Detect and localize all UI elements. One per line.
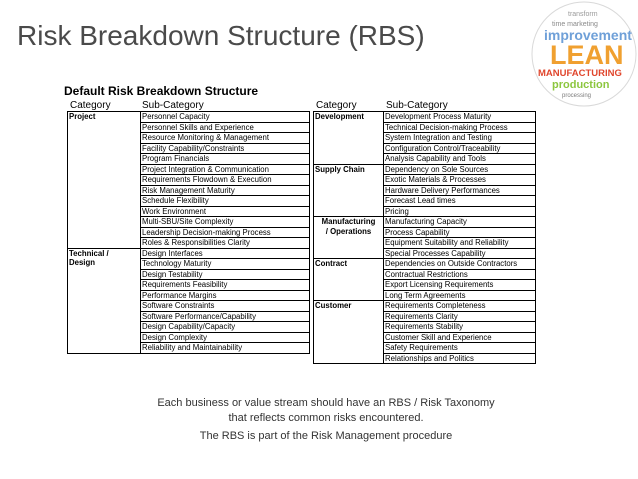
subcategory-cell: Safety Requirements xyxy=(384,343,536,354)
category-label: Manufacturing xyxy=(321,217,376,226)
subcategory-cell: Export Licensing Requirements xyxy=(384,280,536,291)
subcategory-cell: Risk Management Maturity xyxy=(141,185,310,196)
svg-text:production: production xyxy=(552,79,610,91)
subcategory-cell: Configuration Control/Traceability xyxy=(384,143,536,154)
note-procedure: The RBS is part of the Risk Management procedure xyxy=(199,430,453,442)
svg-text:MANUFACTURING: MANUFACTURING xyxy=(538,68,622,79)
svg-text:transform: transform xyxy=(568,11,598,18)
subcategory-cell: Long Term Agreements xyxy=(384,290,536,301)
subcategory-cell: Facility Capability/Constraints xyxy=(141,143,310,154)
table-row xyxy=(314,301,536,312)
category-cell xyxy=(314,112,384,165)
subcategory-cell: Relationships and Politics xyxy=(384,353,536,364)
table-row xyxy=(314,164,536,175)
category-label: Contract xyxy=(315,259,348,268)
subcategory-cell: Design Interfaces xyxy=(141,248,310,259)
category-label: / Operations xyxy=(325,226,372,236)
subcategory-cell: Performance Margins xyxy=(141,290,310,301)
subcategory-cell: Personnel Capacity xyxy=(141,112,310,123)
subcategory-cell: Requirements Clarity xyxy=(384,311,536,322)
subcategory-cell: Contractual Restrictions xyxy=(384,269,536,280)
subcategory-cell: Development Process Maturity xyxy=(384,112,536,123)
subcategory-cell: Project Integration & Communication xyxy=(141,164,310,175)
note-line-2: that reflects common risks encountered. xyxy=(228,412,424,424)
subcategory-cell: Process Capability xyxy=(384,227,536,238)
subcategory-cell: Requirements Feasibility xyxy=(141,280,310,291)
subcategory-cell: Program Financials xyxy=(141,154,310,165)
category-label: Project xyxy=(69,112,96,121)
subcategory-cell: Hardware Delivery Performances xyxy=(384,185,536,196)
subcategory-cell: Reliability and Maintainability xyxy=(141,343,310,354)
lean-manufacturing-logo xyxy=(530,0,638,108)
subcategory-cell: Requirements Flowdown & Execution xyxy=(141,175,310,186)
subcategory-cell: Pricing xyxy=(384,206,536,217)
subcategory-cell: Manufacturing Capacity xyxy=(384,217,536,228)
subcategory-cell: Technical Decision-making Process xyxy=(384,122,536,133)
subcategory-cell: Requirements Completeness xyxy=(384,301,536,312)
category-cell xyxy=(68,112,141,249)
svg-text:time marketing: time marketing xyxy=(552,21,598,28)
header-subcategory-right: Sub-Category xyxy=(386,100,448,111)
category-cell xyxy=(314,301,384,364)
table-row xyxy=(314,259,536,270)
category-label: Development xyxy=(315,112,364,121)
subcategory-cell: Equipment Suitability and Reliability xyxy=(384,238,536,249)
subcategory-cell: Dependency on Sole Sources xyxy=(384,164,536,175)
category-cell xyxy=(68,248,141,353)
subcategory-cell: Design Capability/Capacity xyxy=(141,322,310,333)
subcategory-cell: Work Environment xyxy=(141,206,310,217)
svg-text:improvement: improvement xyxy=(544,27,632,43)
subcategory-cell: Multi-SBU/Site Complexity xyxy=(141,217,310,228)
subcategory-cell: Software Performance/Capability xyxy=(141,311,310,322)
subcategory-cell: Resource Monitoring & Management xyxy=(141,133,310,144)
table-title: Default Risk Breakdown Structure xyxy=(64,84,259,98)
header-category-right: Category xyxy=(316,100,357,111)
table-row xyxy=(314,112,536,123)
subcategory-cell: Leadership Decision-making Process xyxy=(141,227,310,238)
category-label: Design xyxy=(69,258,95,267)
subcategory-cell: Technology Maturity xyxy=(141,259,310,270)
subcategory-cell: Personnel Skills and Experience xyxy=(141,122,310,133)
category-cell xyxy=(314,217,384,259)
header-category-left: Category xyxy=(70,100,111,111)
subcategory-cell: System Integration and Testing xyxy=(384,133,536,144)
header-subcategory-left: Sub-Category xyxy=(142,100,204,111)
subcategory-cell: Roles & Responsibilities Clarity xyxy=(141,238,310,249)
category-label: Technical / xyxy=(69,248,109,258)
subcategory-cell: Exotic Materials & Processes xyxy=(384,175,536,186)
subcategory-cell: Forecast Lead times xyxy=(384,196,536,207)
subcategory-cell: Requirements Stability xyxy=(384,322,536,333)
table-row xyxy=(68,112,310,123)
category-label: Supply Chain xyxy=(315,164,365,174)
category-cell xyxy=(314,259,384,301)
slide-title: Risk Breakdown Structure (RBS) xyxy=(17,20,425,51)
subcategory-cell: Analysis Capability and Tools xyxy=(384,154,536,165)
subcategory-cell: Special Processes Capability xyxy=(384,248,536,259)
note-taxonomy xyxy=(140,396,512,426)
category-cell xyxy=(314,164,384,217)
table-row xyxy=(314,217,536,228)
subcategory-cell: Software Constraints xyxy=(141,301,310,312)
category-label: Customer xyxy=(315,301,352,310)
svg-text:LEAN: LEAN xyxy=(550,40,624,70)
subcategory-cell: Design Complexity xyxy=(141,332,310,343)
subcategory-cell: Dependencies on Outside Contractors xyxy=(384,259,536,270)
subcategory-cell: Design Testability xyxy=(141,269,310,280)
note-line-1: Each business or value stream should have an RBS / Risk Taxonomy xyxy=(157,397,495,409)
subcategory-cell: Customer Skill and Experience xyxy=(384,332,536,343)
subcategory-cell: Schedule Flexibility xyxy=(141,196,310,207)
left-risk-table xyxy=(67,111,310,354)
right-risk-table xyxy=(313,111,536,364)
svg-text:processing: processing xyxy=(562,93,592,99)
table-row xyxy=(68,248,310,259)
